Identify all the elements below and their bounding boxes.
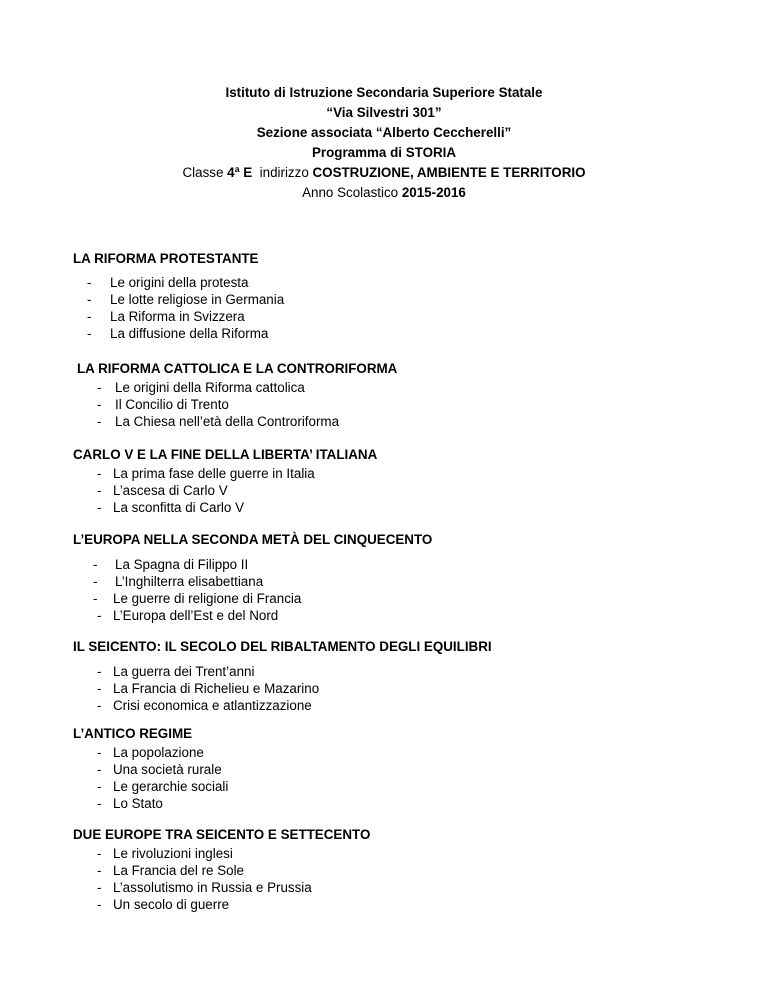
list-item: - Le gerarchie sociali xyxy=(97,779,229,794)
list-item: - La Francia del re Sole xyxy=(97,863,245,878)
list-item: - Il Concilio di Trento xyxy=(97,397,229,412)
section-title: L’ANTICO REGIME xyxy=(73,726,193,741)
school-address: “Via Silvestri 301” xyxy=(326,105,442,120)
list-item: - Una società rurale xyxy=(97,762,222,777)
program-title: Programma di STORIA xyxy=(311,145,457,160)
section-title: DUE EUROPE TRA SEICENTO E SETTECENTO xyxy=(73,827,371,842)
school-section: Sezione associata “Alberto Ceccherelli” xyxy=(256,125,512,140)
list-item: - L’Europa dell’Est e del Nord xyxy=(97,608,279,623)
list-item: - Le guerre di religione di Francia xyxy=(93,591,302,606)
section-carlo-v xyxy=(73,445,713,516)
school-name: Istituto di Istruzione Secondaria Superiore Statale xyxy=(225,85,543,100)
section-title: IL SEICENTO: IL SECOLO DEL RIBALTAMENTO DEGLI EQUILIBRI xyxy=(73,639,492,654)
section-riforma-protestante xyxy=(73,249,713,342)
list-item: - Lo Stato xyxy=(97,796,163,811)
section-title: L’EUROPA NELLA SECONDA METÀ DEL CINQUECENTO xyxy=(73,532,433,547)
document-header xyxy=(0,83,768,203)
section-seicento xyxy=(73,637,713,714)
list-item: - La Francia di Richelieu e Mazarino xyxy=(97,681,320,696)
list-item: - La Spagna di Filippo II xyxy=(93,557,249,572)
list-item: - La popolazione xyxy=(97,745,204,760)
list-item: - Un secolo di guerre xyxy=(97,897,230,912)
section-title: CARLO V E LA FINE DELLA LIBERTA’ ITALIANA xyxy=(73,447,378,462)
list-item: - Le origini della protesta xyxy=(87,275,249,290)
list-item: - Le origini della Riforma cattolica xyxy=(97,380,305,395)
list-item: - La diffusione della Riforma xyxy=(87,326,269,341)
course-name: COSTRUZIONE, AMBIENTE E TERRITORIO xyxy=(312,165,586,180)
class-line: Classe 4ª E indirizzo COSTRUZIONE, AMBIENTE E TERRITORIO xyxy=(182,165,586,180)
section-title: LA RIFORMA PROTESTANTE xyxy=(73,251,259,266)
section-title: LA RIFORMA CATTOLICA E LA CONTRORIFORMA xyxy=(77,361,398,376)
list-item: - Le lotte religiose in Germania xyxy=(87,292,285,307)
list-item: - Le rivoluzioni inglesi xyxy=(97,846,233,861)
list-item: - Crisi economica e atlantizzazione xyxy=(97,698,312,713)
section-riforma-cattolica xyxy=(77,359,717,430)
section-antico-regime xyxy=(73,724,713,812)
list-item: - La prima fase delle guerre in Italia xyxy=(97,466,315,481)
school-year-line: Anno Scolastico 2015-2016 xyxy=(302,185,466,200)
list-item: - La Riforma in Svizzera xyxy=(87,309,245,324)
list-item: - L’assolutismo in Russia e Prussia xyxy=(97,880,312,895)
section-due-europe xyxy=(73,825,713,913)
list-item: - La Chiesa nell’età della Controriforma xyxy=(97,414,340,429)
section-europa-cinquecento xyxy=(73,530,713,624)
list-item: - La sconfitta di Carlo V xyxy=(97,500,244,515)
school-year: 2015-2016 xyxy=(401,185,466,200)
list-item: - L’Inghilterra elisabettiana xyxy=(93,574,264,589)
list-item: - La guerra dei Trent’anni xyxy=(97,664,255,679)
list-item: - L’ascesa di Carlo V xyxy=(97,483,228,498)
class-name: 4ª E xyxy=(227,165,253,180)
